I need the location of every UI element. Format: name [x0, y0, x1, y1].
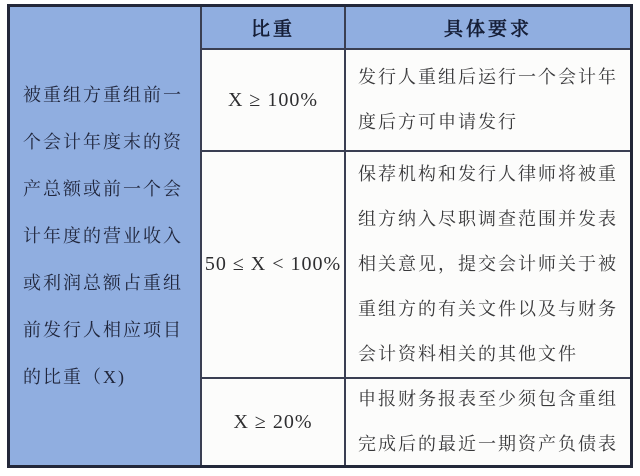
requirement-text-row3: 申报财务报表至少须包含重组完成后的最近一期资产负债表 — [358, 389, 618, 454]
row-header-cell — [10, 7, 200, 465]
requirement-cell-row1 — [346, 50, 630, 150]
requirement-cell-row3 — [346, 379, 630, 465]
ratio-cell-row2: 50 ≤ X < 100% — [202, 152, 344, 377]
row-header-text: 被重组方重组前一个会计年度末的资产总额或前一个会计年度的营业收入或利润总额占重组前发行人相应项目的比重（X) — [23, 84, 183, 387]
restructuring-requirements-table — [7, 4, 633, 468]
ratio-cell-row3: X ≥ 20% — [202, 379, 344, 465]
requirement-text-row1: 发行人重组后运行一个会计年度后方可申请发行 — [358, 67, 618, 132]
requirement-text-row2: 保荐机构和发行人律师将被重组方纳入尽职调查范围并发表相关意见，提交会计师关于被重组方的有关文件以及与财务会计资料相关的其他文件 — [358, 164, 618, 364]
ratio-cell-row1: X ≥ 100% — [202, 50, 344, 150]
requirement-cell-row2 — [346, 152, 630, 377]
column-header-requirement: 具体要求 — [346, 7, 630, 48]
column-header-ratio: 比重 — [202, 7, 344, 48]
